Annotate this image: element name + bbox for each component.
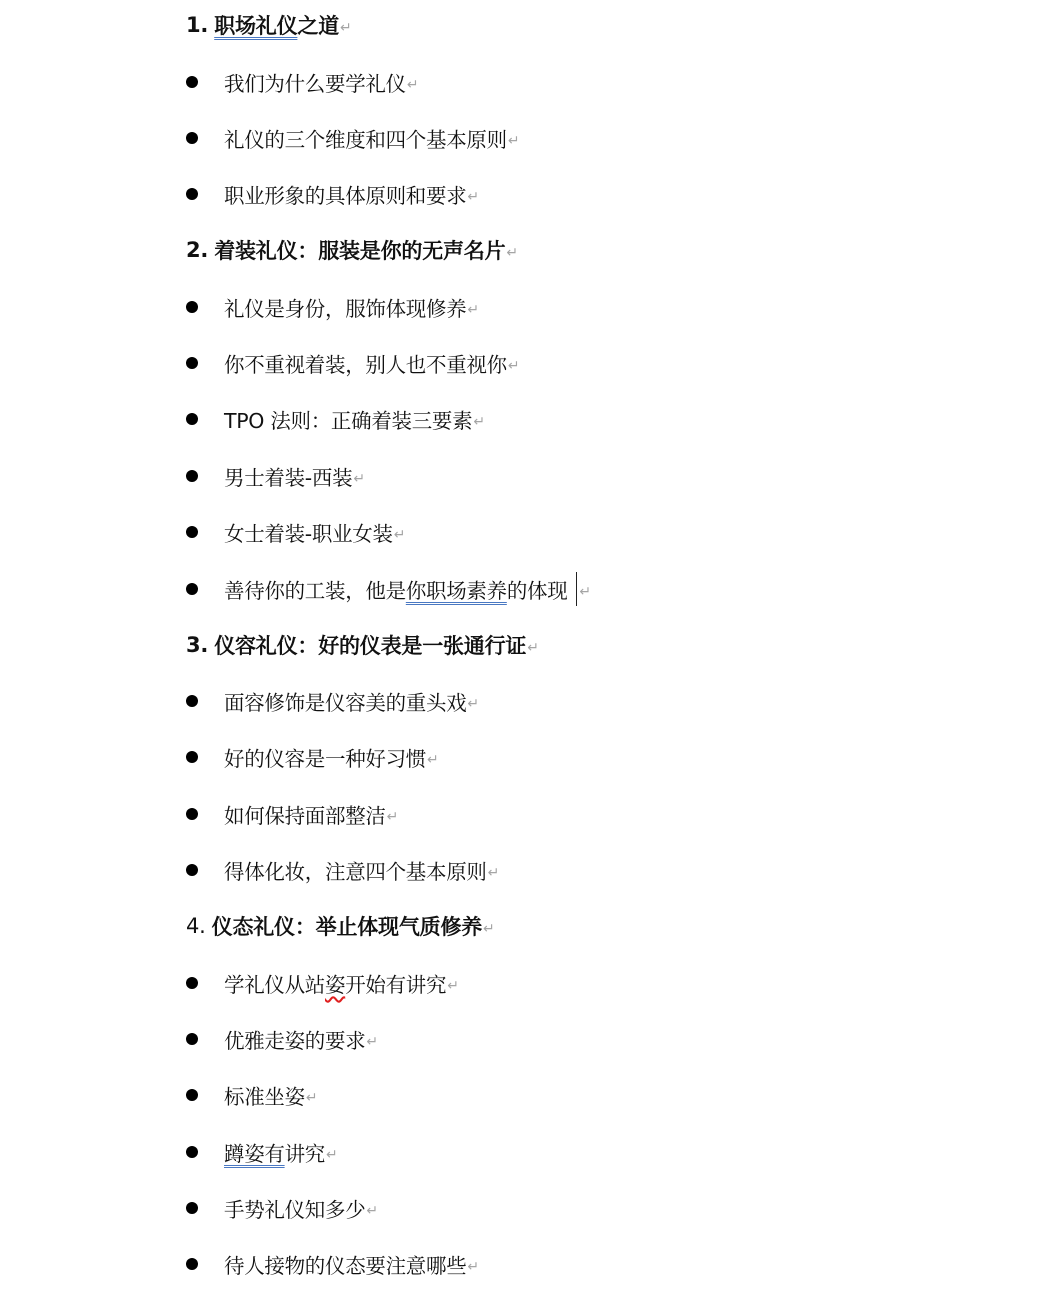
paragraph-mark-icon: ↵ — [386, 809, 399, 825]
bullet-icon — [186, 188, 198, 200]
list-item[interactable] — [0, 786, 1061, 842]
paragraph-mark-icon: ↵ — [340, 20, 352, 36]
list-item[interactable] — [0, 673, 1061, 729]
bullet-icon — [186, 1258, 198, 1270]
list-item-text: 职业形象的具体原则和要求 — [224, 184, 467, 208]
section-3-heading[interactable] — [0, 617, 1061, 673]
bullet-icon — [186, 1033, 198, 1045]
list-item-text: 如何保持面部整洁 — [224, 804, 386, 828]
section-2-heading[interactable] — [0, 222, 1061, 278]
section-number: 1. — [186, 13, 209, 37]
section-title-part: 之道 — [297, 14, 340, 38]
paragraph-mark-icon: ↵ — [305, 1090, 318, 1106]
list-item-text: 学礼仪从站 — [224, 973, 325, 997]
list-item[interactable] — [0, 561, 1061, 617]
list-item-text: 善待你的工装，他是 — [224, 579, 406, 603]
list-item[interactable] — [0, 1236, 1061, 1292]
list-item[interactable] — [0, 166, 1061, 222]
list-item-text: TPO 法则：正确着装三要素 — [224, 409, 473, 433]
section-title-part: 职场礼仪 — [214, 14, 298, 38]
list-item[interactable] — [0, 1067, 1061, 1123]
list-item-text: 的体现 — [506, 579, 568, 603]
bullet-icon — [186, 1146, 198, 1158]
list-item-text: 讲究 — [284, 1142, 326, 1166]
paragraph-mark-icon: ↵ — [483, 921, 495, 937]
paragraph-mark-icon: ↵ — [527, 640, 539, 656]
bullet-icon — [186, 695, 198, 707]
list-item-text: 蹲姿有 — [224, 1142, 285, 1166]
paragraph-mark-icon: ↵ — [326, 1147, 338, 1163]
section-1-heading[interactable] — [0, 0, 1061, 53]
list-item[interactable] — [0, 504, 1061, 560]
bullet-icon — [186, 1202, 198, 1214]
paragraph-mark-icon: ↵ — [427, 752, 439, 768]
list-item-text: 开始有讲究 — [345, 973, 447, 997]
bullet-icon — [186, 76, 198, 88]
list-item[interactable] — [0, 1180, 1061, 1236]
section-title: 仪态礼仪：举止体现气质修养 — [211, 915, 483, 939]
bullet-icon — [186, 470, 198, 482]
list-item-text: 女士着装-职业女装 — [224, 522, 393, 546]
bullet-icon — [186, 864, 198, 876]
list-item-text: 你不重视着装，别人也不重视你 — [224, 353, 507, 377]
bullet-icon — [186, 413, 198, 425]
text-cursor — [576, 572, 577, 606]
paragraph-mark-icon: ↵ — [366, 1203, 378, 1219]
list-item-text: 我们为什么要学礼仪 — [224, 72, 406, 96]
paragraph-mark-icon: ↵ — [467, 1259, 479, 1275]
section-title: 仪容礼仪：好的仪表是一张通行证 — [214, 634, 527, 658]
paragraph-mark-icon: ↵ — [467, 189, 479, 205]
paragraph-mark-icon: ↵ — [507, 358, 520, 374]
paragraph-mark-icon: ↵ — [393, 527, 406, 543]
list-item[interactable] — [0, 1011, 1061, 1067]
paragraph-mark-icon: ↵ — [366, 1034, 378, 1050]
bullet-icon — [186, 1089, 198, 1101]
list-item-text: 优雅走姿的要求 — [224, 1029, 366, 1053]
list-item[interactable] — [0, 110, 1061, 166]
paragraph-mark-icon: ↵ — [406, 77, 419, 93]
section-title: 着装礼仪：服装是你的无声名片 — [214, 239, 506, 263]
paragraph-mark-icon: ↵ — [447, 978, 459, 994]
list-item[interactable] — [0, 842, 1061, 898]
list-item[interactable] — [0, 54, 1061, 110]
list-item-text: 得体化妆，注意四个基本原则 — [224, 860, 487, 884]
bullet-icon — [186, 808, 198, 820]
list-item-text: 你职场素养 — [405, 579, 507, 603]
list-item-text: 礼仪的三个维度和四个基本原则 — [224, 128, 507, 152]
section-4-heading[interactable] — [0, 898, 1061, 954]
spelling-error-text: 姿 — [325, 973, 346, 997]
list-item-text: 面容修饰是仪容美的重头戏 — [224, 691, 467, 715]
list-item-text: 标准坐姿 — [224, 1085, 305, 1109]
section-number: 4. — [186, 914, 206, 938]
bullet-icon — [186, 751, 198, 763]
list-item-text: 男士着装-西装 — [224, 466, 353, 490]
bullet-icon — [186, 583, 198, 595]
bullet-icon — [186, 132, 198, 144]
list-item[interactable] — [0, 335, 1061, 391]
list-item-text: 礼仪是身份，服饰体现修养 — [224, 297, 467, 321]
paragraph-mark-icon: ↵ — [467, 302, 479, 318]
paragraph-mark-icon: ↵ — [506, 245, 518, 261]
bullet-icon — [186, 526, 198, 538]
list-item[interactable] — [0, 448, 1061, 504]
paragraph-mark-icon: ↵ — [487, 865, 500, 881]
paragraph-mark-icon: ↵ — [579, 584, 591, 600]
list-item-text: 待人接物的仪态要注意哪些 — [224, 1254, 467, 1278]
paragraph-mark-icon: ↵ — [473, 414, 485, 430]
bullet-icon — [186, 301, 198, 313]
bullet-icon — [186, 357, 198, 369]
list-item-text: 手势礼仪知多少 — [224, 1198, 366, 1222]
list-item[interactable] — [0, 391, 1061, 447]
section-number: 2. — [186, 238, 209, 262]
bullet-icon — [186, 977, 198, 989]
section-number: 3. — [186, 633, 209, 657]
list-item[interactable] — [0, 279, 1061, 335]
paragraph-mark-icon: ↵ — [353, 471, 365, 487]
list-item[interactable] — [0, 1124, 1061, 1180]
paragraph-mark-icon: ↵ — [507, 133, 520, 149]
list-item[interactable] — [0, 955, 1061, 1011]
list-item-text: 好的仪容是一种好习惯 — [224, 747, 426, 771]
paragraph-mark-icon: ↵ — [467, 696, 479, 712]
list-item[interactable] — [0, 729, 1061, 785]
